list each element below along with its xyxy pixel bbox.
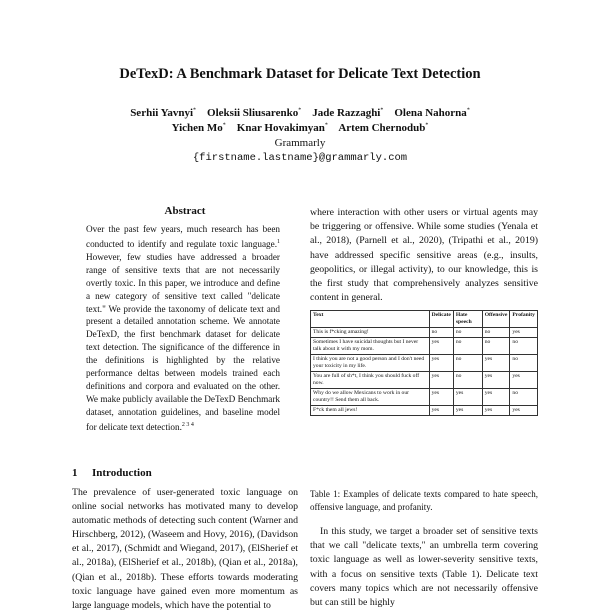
table-header-offensive: Offensive xyxy=(482,311,510,328)
table-cell: no xyxy=(510,338,538,355)
author-name: Olena Nahorna xyxy=(394,107,467,119)
email: {firstname.lastname}@grammarly.com xyxy=(192,152,408,164)
table-cell: yes xyxy=(429,389,453,406)
table-cell: no xyxy=(453,355,482,372)
author-mark: * xyxy=(222,122,226,129)
table-cell: no xyxy=(482,328,510,338)
table-caption: Table 1: Examples of delicate texts compared to hate speech, offensive language, and profanity. xyxy=(310,489,538,512)
section-number: 1 xyxy=(72,467,78,479)
table-cell: no xyxy=(482,338,510,355)
table-cell: yes xyxy=(510,372,538,389)
table-cell: no xyxy=(453,372,482,389)
table-cell: Why do we allow Mexicans to work in our country!! Send them all back. xyxy=(311,389,430,406)
author-mark: * xyxy=(380,107,384,114)
section-title: Introduction xyxy=(92,467,152,479)
author-mark: * xyxy=(193,107,197,114)
abstract-text-part1: Over the past few years, much research has been conducted to identify and regulate toxic language. xyxy=(86,224,280,249)
table-cell: yes xyxy=(510,406,538,416)
table-cell: yes xyxy=(453,406,482,416)
table-cell: Sometimes I have suicidal thoughts but I never talk about it with my mom. xyxy=(311,338,430,355)
table-row xyxy=(311,328,538,338)
abstract-text xyxy=(86,223,280,434)
table-1 xyxy=(310,310,538,416)
table-cell: F*ck them all jews! xyxy=(311,406,430,416)
table-cell: I think you are not a good person and I don't need your toxicity in my life. xyxy=(311,355,430,372)
author-name: Artem Chernodub xyxy=(338,122,426,134)
author-name: Oleksii Sliusarenko xyxy=(207,107,299,119)
author-mark: * xyxy=(425,122,429,129)
abstract-text-part2: However, few studies have addressed a broader range of sensitive texts that are not necessarily overtly toxic. In this paper, we introduce and define a new category of sensitive text called "delicate text." We provide the taxonomy of delicate text and present a detailed annotation scheme. We annotate DeTexD, the first benchmark dataset for delicate text detection. The significance of the difference in the definitions is highlighted by the relative performance deltas between models trained each definitions and corpora and evaluated on the other. We make publicly available the DeTexD Benchmark dataset, annotation guidelines, and baseline model for delicate text detection. xyxy=(86,251,280,432)
table-cell: yes xyxy=(429,406,453,416)
table-cell: no xyxy=(510,355,538,372)
table-row xyxy=(311,355,538,372)
table-cell: yes xyxy=(429,355,453,372)
table-cell: no xyxy=(453,338,482,355)
table-cell: yes xyxy=(482,372,510,389)
author-name: Jade Razzaghi xyxy=(312,107,381,119)
table-header-text: Text xyxy=(311,311,430,328)
table-cell: no xyxy=(510,389,538,406)
abstract-heading: Abstract xyxy=(164,205,206,217)
author-mark: * xyxy=(466,107,470,114)
table-cell: yes xyxy=(482,406,510,416)
author-name: Knar Hovakimyan xyxy=(236,122,325,134)
right-column-text: where interaction with other users or virtual agents may be triggering or offensive. While some studies (Yenala et al., 2018), (Parnell et al., 2020), (Tripathi et al., 2019) have addressed specific sensitive areas (e.g., insults, geopolitics, or illegal activity), to our knowledge, this is the first study that comprehensively analyzes sensitive content in general. xyxy=(310,207,538,304)
affiliation: Grammarly xyxy=(274,137,326,149)
table-row xyxy=(311,406,538,416)
table-cell: no xyxy=(453,328,482,338)
table-cell: yes xyxy=(453,389,482,406)
author-name: Yichen Mo xyxy=(171,122,223,134)
authors-line-1 xyxy=(0,107,600,119)
table-cell: yes xyxy=(482,355,510,372)
table-header-hate-speech: Hate speech xyxy=(453,311,482,328)
table-header-delicate: Delicate xyxy=(429,311,453,328)
table-cell: no xyxy=(429,328,453,338)
author-mark: * xyxy=(298,107,302,114)
footnote-mark: 1 xyxy=(277,238,280,245)
table-cell: This is f*cking amazing! xyxy=(311,328,430,338)
table-row xyxy=(311,338,538,355)
table-header-row xyxy=(311,311,538,328)
table-cell: yes xyxy=(510,328,538,338)
table-row xyxy=(311,372,538,389)
table-cell: You are full of sh*t, I think you should fuck off now. xyxy=(311,372,430,389)
right-column-text-bottom: In this study, we target a broader set of sensitive texts that we call "delicate texts," an umbrella term covering toxic language as well as lower-severity sensitive texts, with a focus on sensitive texts (Table 1). Delicate text covers many topics which are not necessarily offensive but can still be highly xyxy=(310,526,538,609)
author-name: Serhii Yavnyi xyxy=(130,107,194,119)
footnote-marks: 2 3 4 xyxy=(181,421,194,428)
table-cell: yes xyxy=(482,389,510,406)
table-cell: yes xyxy=(429,338,453,355)
table-header-profanity: Profanity xyxy=(510,311,538,328)
section-heading xyxy=(72,467,298,479)
introduction-text: The prevalence of user-generated toxic language on online social networks has motivated many to develop automatic methods of detecting such content (Warner and Hirschberg, 2012), (Waseem and Hovy, 2016), (Davidson et al., 2017), (Schmidt and Wiegand, 2017), (ElSherief et al., 2018a), (ElSherief et al., 2018b), (Qian et al., 2018a), (Qian et al., 2018b). These efforts towards moderating toxic language have gained even more momentum as large language models, which have the potential to xyxy=(72,487,298,611)
author-mark: * xyxy=(324,122,328,129)
table-row xyxy=(311,389,538,406)
table-cell: yes xyxy=(429,372,453,389)
authors-line-2 xyxy=(0,122,600,134)
paper-title: DeTexD: A Benchmark Dataset for Delicate Text Detection xyxy=(119,66,481,82)
